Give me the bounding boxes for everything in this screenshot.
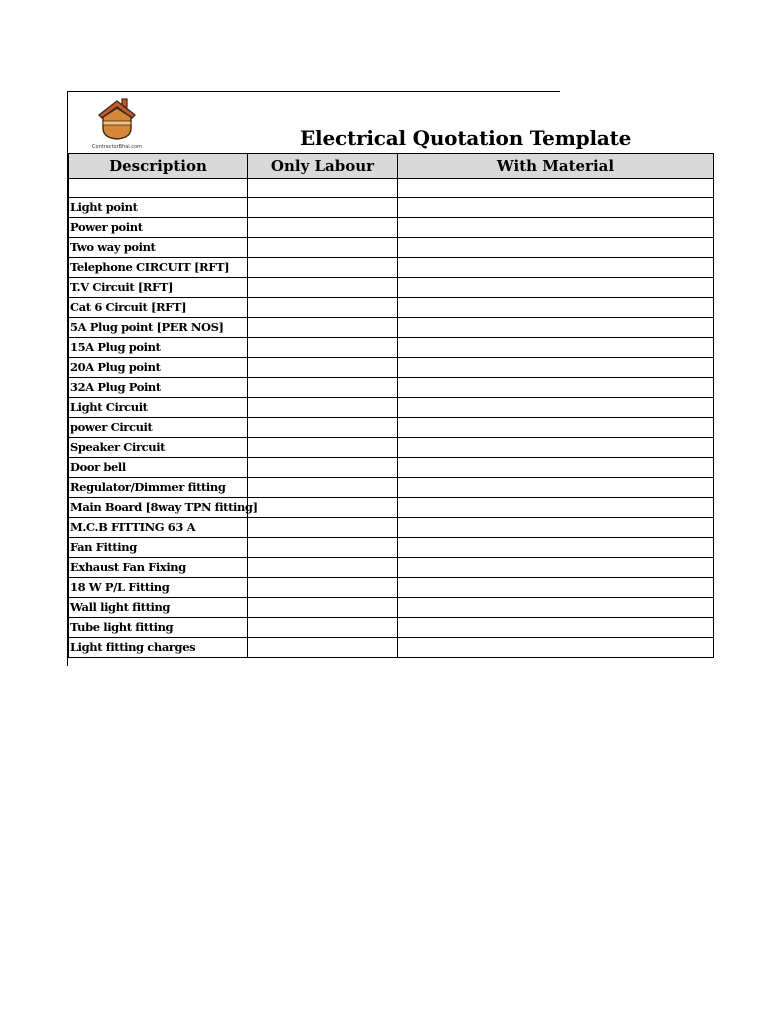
cell-only-labour[interactable] [248,498,398,518]
table-row [69,298,714,318]
cell-only-labour[interactable] [248,179,398,198]
cell-only-labour[interactable] [248,518,398,538]
table-row [69,398,714,418]
cell-only-labour[interactable] [248,418,398,438]
quotation-table [68,153,714,658]
cell-only-labour[interactable] [248,438,398,458]
cell-description[interactable]: 5A Plug point [PER NOS] [69,318,248,338]
cell-with-material[interactable] [398,578,714,598]
cell-with-material[interactable] [398,238,714,258]
cell-with-material[interactable] [398,518,714,538]
cell-description[interactable]: 32A Plug Point [69,378,248,398]
table-row [69,198,714,218]
cell-only-labour[interactable] [248,338,398,358]
cell-with-material[interactable] [398,218,714,238]
cell-with-material[interactable] [398,378,714,398]
cell-with-material[interactable] [398,438,714,458]
cell-description[interactable]: Regulator/Dimmer fitting [69,478,248,498]
table-row [69,218,714,238]
cell-description[interactable]: Power point [69,218,248,238]
cell-description[interactable]: Exhaust Fan Fixing [69,558,248,578]
table-row [69,418,714,438]
cell-with-material[interactable] [398,538,714,558]
table-row [69,438,714,458]
table-row [69,278,714,298]
cell-description[interactable]: Speaker Circuit [69,438,248,458]
table-row [69,518,714,538]
cell-only-labour[interactable] [248,598,398,618]
table-row [69,318,714,338]
column-header-description[interactable]: Description [69,154,248,179]
cell-only-labour[interactable] [248,238,398,258]
cell-description[interactable]: Door bell [69,458,248,478]
table-row [69,179,714,198]
cell-with-material[interactable] [398,638,714,658]
cell-description[interactable]: 15A Plug point [69,338,248,358]
cell-description[interactable]: power Circuit [69,418,248,438]
cell-with-material[interactable] [398,478,714,498]
cell-description[interactable]: Telephone CIRCUIT [RFT] [69,258,248,278]
cell-description[interactable]: 20A Plug point [69,358,248,378]
column-header-with-material[interactable]: With Material [398,154,714,179]
cell-with-material[interactable] [398,318,714,338]
cell-only-labour[interactable] [248,298,398,318]
table-row [69,558,714,578]
table-row [69,258,714,278]
table-row [69,238,714,258]
table-row [69,578,714,598]
quotation-sheet [67,91,632,666]
cell-with-material[interactable] [398,298,714,318]
cell-description[interactable]: 18 W P/L Fitting [69,578,248,598]
cell-only-labour[interactable] [248,618,398,638]
header-row [69,154,714,179]
cell-with-material[interactable] [398,338,714,358]
cell-description[interactable]: Two way point [69,238,248,258]
cell-only-labour[interactable] [248,458,398,478]
cell-only-labour[interactable] [248,538,398,558]
cell-with-material[interactable] [398,398,714,418]
table-row [69,358,714,378]
cell-description[interactable]: Light Circuit [69,398,248,418]
cell-with-material[interactable] [398,179,714,198]
cell-description[interactable]: Wall light fitting [69,598,248,618]
table-row [69,338,714,358]
cell-description[interactable]: Fan Fitting [69,538,248,558]
cell-only-labour[interactable] [248,578,398,598]
cell-description[interactable]: M.C.B FITTING 63 A [69,518,248,538]
cell-only-labour[interactable] [248,478,398,498]
cell-description[interactable] [69,179,248,198]
cell-with-material[interactable] [398,198,714,218]
cell-only-labour[interactable] [248,258,398,278]
cell-only-labour[interactable] [248,398,398,418]
cell-with-material[interactable] [398,458,714,478]
cell-with-material[interactable] [398,358,714,378]
cell-with-material[interactable] [398,418,714,438]
table-row [69,598,714,618]
cell-description[interactable]: Light point [69,198,248,218]
cell-only-labour[interactable] [248,198,398,218]
cell-description[interactable]: T.V Circuit [RFT] [69,278,248,298]
table-row [69,478,714,498]
house-logo-icon [92,96,142,150]
cell-only-labour[interactable] [248,358,398,378]
cell-description[interactable]: Light fitting charges [69,638,248,658]
cell-only-labour[interactable] [248,378,398,398]
cell-with-material[interactable] [398,598,714,618]
cell-only-labour[interactable] [248,318,398,338]
table-row [69,378,714,398]
table-row [69,538,714,558]
table-row [69,618,714,638]
column-header-only-labour[interactable]: Only Labour [248,154,398,179]
cell-description[interactable]: Cat 6 Circuit [RFT] [69,298,248,318]
cell-with-material[interactable] [398,618,714,638]
cell-only-labour[interactable] [248,558,398,578]
cell-with-material[interactable] [398,498,714,518]
cell-description[interactable]: Tube light fitting [69,618,248,638]
table-row [69,458,714,478]
logo-text: ContractorBhai.com [92,144,142,150]
cell-only-labour[interactable] [248,218,398,238]
sheet-banner [68,92,632,153]
cell-description[interactable]: Main Board [8way TPN fitting] [69,498,248,518]
cell-only-labour[interactable] [248,638,398,658]
cell-only-labour[interactable] [248,278,398,298]
table-row [69,498,714,518]
sheet-title: Electrical Quotation Template [300,126,632,150]
cell-with-material[interactable] [398,278,714,298]
cell-with-material[interactable] [398,558,714,578]
cell-with-material[interactable] [398,258,714,278]
table-row [69,638,714,658]
